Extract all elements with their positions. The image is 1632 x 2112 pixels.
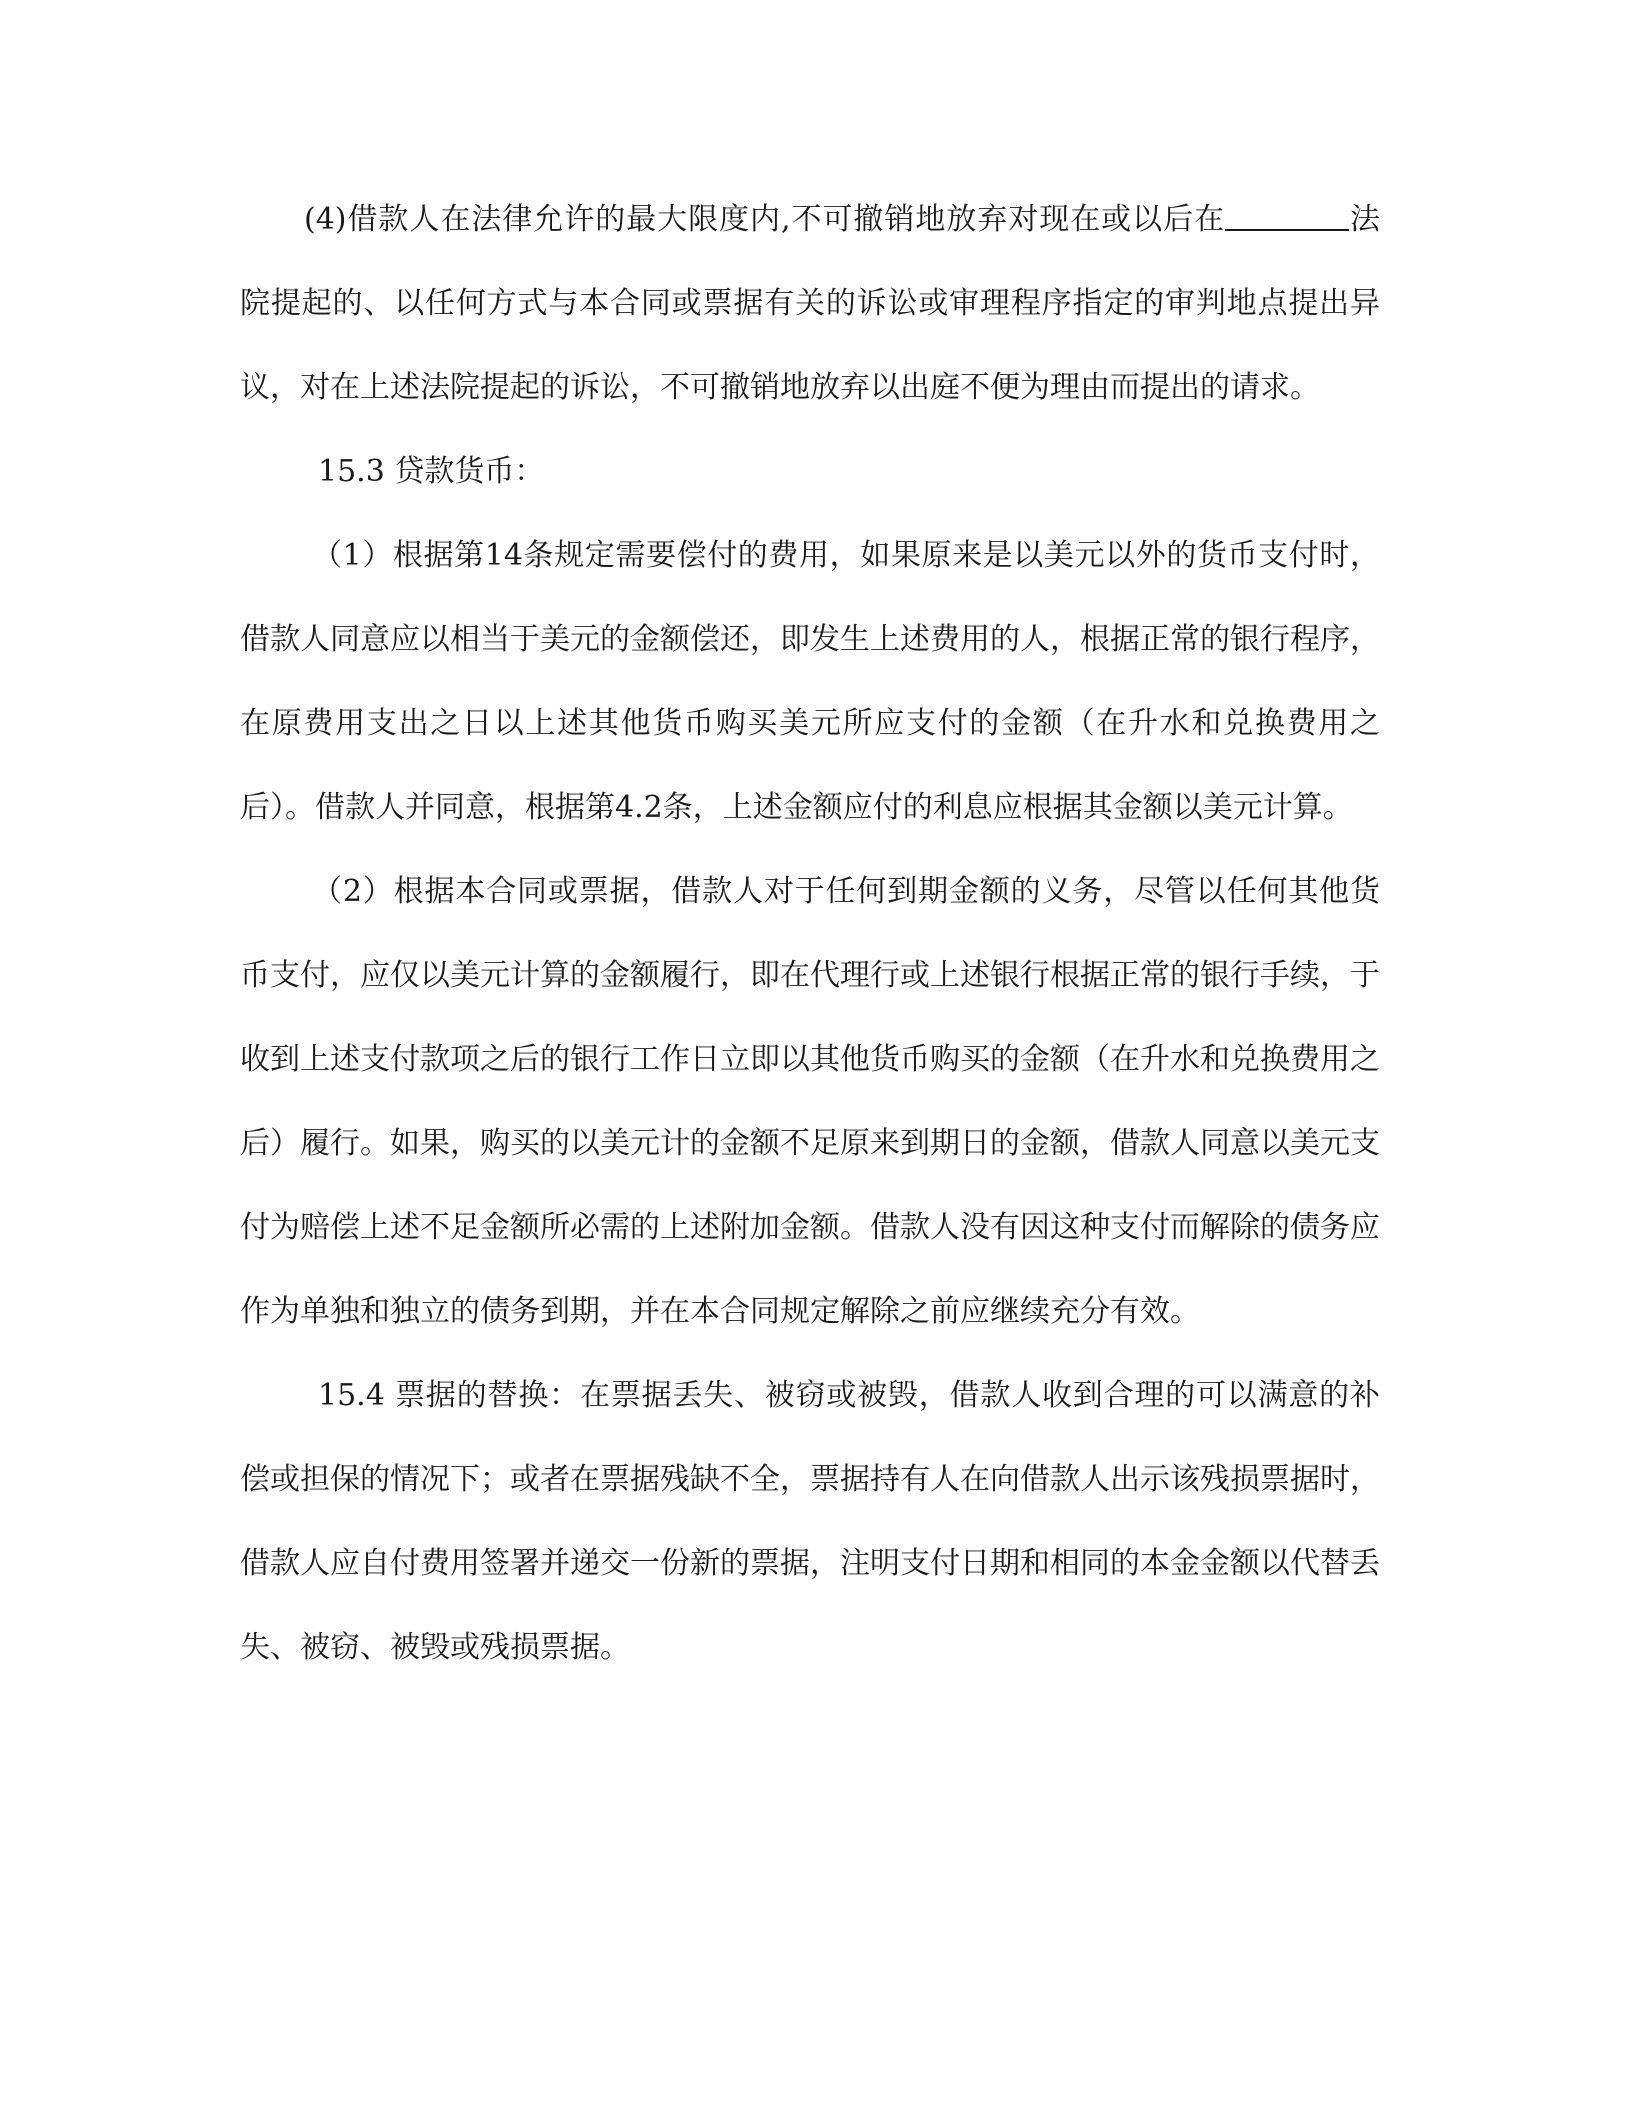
- paragraph-waiver-text-cont: 法院提起的、以任何方式与本合同或票据有关的诉讼或审理程序指定的审判地点提出异议，对在上述法院提起的诉讼，不可撤销地放弃以出庭不便为理由而提出的请求。: [240, 202, 1381, 405]
- document-body: [240, 178, 1380, 1690]
- paragraph-15-3-2: （2）根据本合同或票据，借款人对于任何到期金额的义务，尽管以任何其他货币支付，应仅以美元计算的金额履行，即在代理行或上述银行根据正常的银行手续，于收到上述支付款项之后的银行工作日立即以其他货币购买的金额（在升水和兑换费用之后）履行。如果，购买的以美元计的金额不足原来到期日的金额，借款人同意以美元支付为赔偿上述不足金额所必需的上述附加金额。借款人没有因这种支付而解除的债务应作为单独和独立的债务到期，并在本合同规定解除之前应继续充分有效。: [240, 874, 1380, 1329]
- paragraph-waiver: [240, 178, 1380, 430]
- section-15-3-heading: 15.3 贷款货币：: [318, 454, 545, 489]
- paragraph-waiver-text: (4)借款人在法律允许的最大限度内,不可撤销地放弃对现在或以后在: [304, 202, 1226, 237]
- court-blank-line: [1225, 199, 1349, 231]
- paragraph-15-3-1: （1）根据第14条规定需要偿付的费用，如果原来是以美元以外的货币支付时，借款人同意应以相当于美元的金额偿还，即发生上述费用的人，根据正常的银行程序，在原费用支出之日以上述其他货币购买美元所应支付的金额（在升水和兑换费用之后）。借款人并同意，根据第4.2条，上述金额应付的利息应根据其金额以美元计算。: [240, 538, 1380, 825]
- paragraph-15-4: 15.4 票据的替换：在票据丢失、被窃或被毁，借款人收到合理的可以满意的补偿或担保的情况下；或者在票据残缺不全，票据持有人在向借款人出示该残损票据时，借款人应自付费用签署并递交一份新的票据，注明支付日期和相同的本金金额以代替丢失、被窃、被毁或残损票据。: [240, 1378, 1380, 1665]
